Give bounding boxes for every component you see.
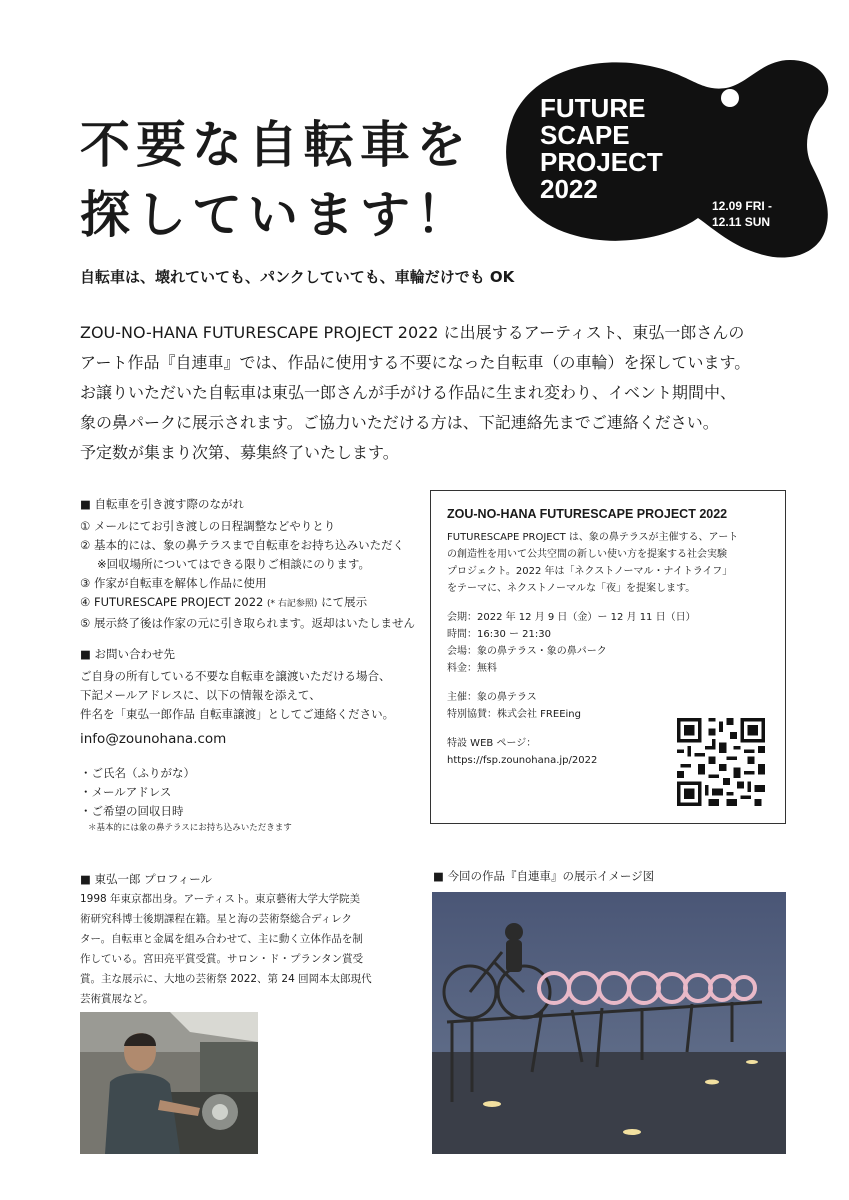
profile-line: 術研究科博士後期課程在籍。星と海の芸術祭総合ディレク: [80, 913, 352, 925]
qr-code[interactable]: [677, 718, 765, 806]
intro-line: 予定数が集まり次第、募集終了いたします。: [80, 443, 399, 462]
flow-step-3: ③ 作家が自転車を解体し作品に使用: [80, 576, 267, 590]
contact-item-email: ・メールアドレス: [80, 785, 172, 799]
intro-line: お譲りいただいた自転車は東弘一郎さんが手がける作品に生まれ変わり、イベント期間中、: [80, 383, 737, 402]
info-fee: 料金：無料: [447, 663, 497, 674]
profile-heading: ■ 東弘一郎 プロフィール: [80, 872, 213, 886]
contact-item-date: ・ご希望の回収日時: [80, 804, 184, 818]
flow-step-1: ① メールにてお引き渡しの日程調整などやりとり: [80, 519, 336, 533]
intro-paragraph: [80, 318, 780, 468]
handover-flow: [80, 495, 420, 633]
logo-title: [540, 95, 663, 203]
artwork-caption: ■ 今回の作品『自連車』の展示イメージ図: [433, 869, 655, 883]
info-period: 会期：2022 年 12 月 9 日（金）ー 12 月 11 日（日）: [447, 612, 696, 623]
profile-line: 芸術賞展など。: [80, 993, 154, 1005]
info-desc-line: FUTURESCAPE PROJECT は、象の鼻テラスが主催する、アート: [447, 532, 739, 543]
flow-step-2-note: ※回収場所についてはできる限りご相談にのります。: [97, 557, 370, 571]
info-venue: 会場：象の鼻テラス・象の鼻パーク: [447, 646, 607, 657]
contact-line-2: 下記メールアドレスに、以下の情報を添えて、: [80, 688, 321, 702]
info-box-description: [447, 529, 771, 597]
info-organizer: 主催：象の鼻テラス: [447, 692, 537, 703]
contact-note: ＊基本的には象の鼻テラスにお持ち込みいただきます: [88, 823, 292, 833]
logo-line-3: PROJECT: [540, 147, 663, 177]
info-web-url-link[interactable]: https://fsp.zounohana.jp/2022: [447, 755, 598, 766]
info-web-label: 特設 WEB ページ：: [447, 738, 537, 749]
flow-heading: ■ 自転車を引き渡す際のながれ: [80, 497, 245, 511]
contact-item-name: ・ご氏名（ふりがな）: [80, 766, 195, 780]
logo-line-1: FUTURE: [540, 93, 646, 123]
info-box-title: ZOU-NO-HANA FUTURESCAPE PROJECT 2022: [447, 507, 728, 521]
logo-line-4: 2022: [540, 174, 598, 204]
intro-line: ZOU-NO-HANA FUTURESCAPE PROJECT 2022 に出展するアーティスト、東弘一郎さんの: [80, 323, 745, 342]
info-desc-line: をテーマに、ネクストノーマルな「夜」を提案します。: [447, 583, 696, 594]
logo-date-end: 12.11 SUN: [712, 215, 771, 229]
intro-line: 象の鼻パークに展示されます。ご協力いただける方は、下記連絡先までご連絡ください。: [80, 413, 719, 432]
contact-section: [80, 645, 420, 835]
profile-text: [80, 889, 410, 1009]
info-time: 時間：16:30 ー 21:30: [447, 629, 551, 640]
flow-step-4-ref: (* 右記参照): [267, 599, 318, 609]
subheadline: 自転車は、壊れていても、パンクしていても、車輪だけでも OK: [80, 268, 515, 286]
profile-line: 1998 年東京都出身。アーティスト。東京藝術大学大学院美: [80, 893, 360, 905]
logo-dates: [712, 198, 772, 230]
headline-line-1: 不要な自転車を: [80, 116, 472, 174]
headline: [80, 110, 520, 250]
logo-hole: [721, 89, 739, 107]
flow-step-4-end: にて展示: [321, 595, 368, 609]
flow-step-2: ② 基本的には、象の鼻テラスまで自転車をお持ち込みいただく: [80, 538, 405, 552]
info-desc-line: プロジェクト。2022 年は「ネクストノーマル・ナイトライフ」: [447, 566, 733, 577]
flow-step-4-text: ④ FUTURESCAPE PROJECT 2022: [80, 595, 264, 609]
flow-step-4: [80, 593, 420, 614]
profile-line: 賞。主な展示に、大地の芸術祭 2022、第 24 回岡本太郎現代: [80, 973, 372, 985]
headline-line-2: 探しています！: [80, 186, 472, 244]
artist-profile: [80, 870, 410, 1009]
logo-date-start: 12.09 FRI -: [712, 199, 773, 213]
logo-line-2: SCAPE: [540, 120, 630, 150]
info-desc-line: の創造性を用いて公共空間の新しい使い方を提案する社会実験: [447, 549, 727, 560]
flow-step-5: ⑤ 展示終了後は作家の元に引き取られます。返却はいたしません: [80, 616, 416, 630]
profile-line: ター。自転車と金属を組み合わせて、主に動く立体作品を制: [80, 933, 363, 945]
info-sponsor: 特別協賛：株式会社 FREEing: [447, 709, 581, 720]
contact-heading: ■ お問い合わせ先: [80, 647, 176, 661]
info-details: [447, 609, 771, 677]
contact-email-link[interactable]: info@zounohana.com: [80, 731, 227, 747]
profile-line: 作している。宮田亮平賞受賞。サロン・ド・プランタン賞受: [80, 953, 364, 965]
contact-line-1: ご自身の所有している不要な自転車を譲渡いただける場合、: [80, 669, 391, 683]
artist-photo: [80, 1012, 258, 1154]
intro-line: アート作品『自連車』では、作品に使用する不要になった自転車（の車輪）を探しています。: [80, 353, 751, 372]
contact-line-3: 件名を「東弘一郎作品 自転車譲渡」としてご連絡ください。: [80, 707, 395, 721]
artwork-image: [432, 892, 786, 1154]
